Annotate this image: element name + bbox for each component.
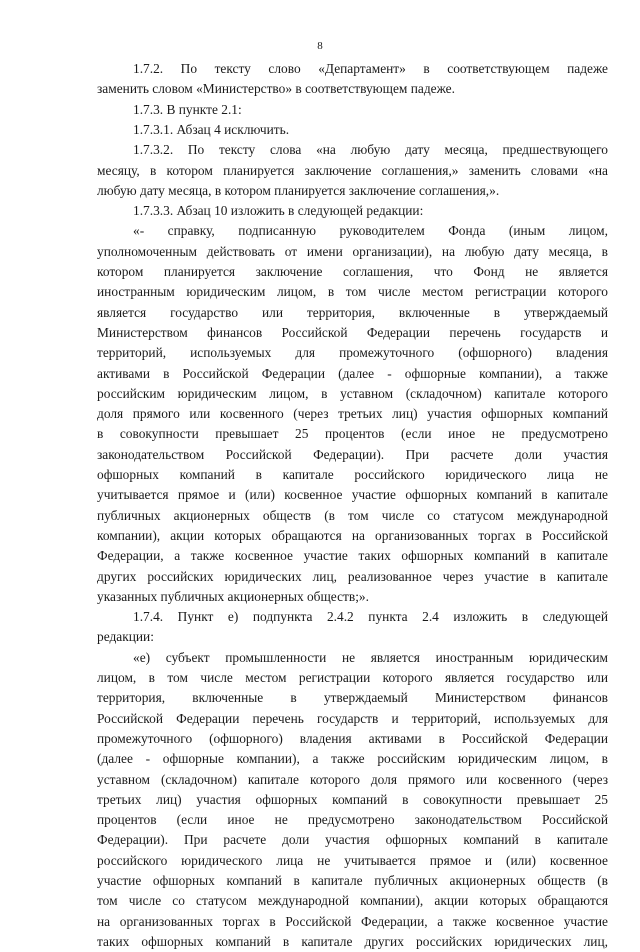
text-line: 1.7.3.3. Абзац 10 изложить в следующей редакции: xyxy=(133,203,424,219)
text-line: уполномоченным действовать от имени организации), на любую дату месяца, в xyxy=(97,243,608,259)
text-line: является государство или территория, включенные в утверждаемый xyxy=(97,304,608,320)
text-line: учитывается прямое и (или) косвенное участие офшорных компаний в капитале xyxy=(97,487,608,503)
text-line: таких офшорных компаний в капитале других российских юридических лиц, xyxy=(97,933,608,949)
text-line: территорий, используемых для промежуточного (офшорного) владения xyxy=(97,345,608,361)
text-line: третьих лиц) участия офшорных компаний в совокупности превышает 25 xyxy=(97,791,608,807)
text-line: котором планируется заключение соглашения, что Фонд не является xyxy=(97,264,608,279)
text-line: 1.7.3.1. Абзац 4 исключить. xyxy=(133,121,290,137)
text-line: указанных публичных акционерных обществ;». xyxy=(97,588,369,604)
text-line: российским юридическим лицом, в уставном (складочном) капитале которого xyxy=(97,385,608,401)
text-line: Федерации). При расчете доли участия офшорных компаний в капитале xyxy=(97,832,608,848)
text-line: в совокупности превышает 25 процентов (если иное не предусмотрено xyxy=(97,426,608,442)
text-line: компании), акции которых обращаются на организованных торгах в Российской xyxy=(97,527,608,543)
text-line: редакции: xyxy=(97,629,154,645)
text-line: 1.7.4. Пункт е) подпункта 2.4.2 пункта 2.4 изложить в следующей xyxy=(133,609,608,625)
text-line: уставном (складочном) капитале которого доля прямого или косвенного (через xyxy=(97,771,608,787)
text-line: 1.7.3. В пункте 2.1: xyxy=(133,101,242,117)
text-line: участие офшорных компаний в капитале публичных акционерных обществ (в xyxy=(97,873,608,888)
text-line: заменить словом «Министерство» в соответствующем падеже. xyxy=(97,81,455,97)
text-line: том числе со статусом международной компании), акции которых обращаются xyxy=(97,893,608,909)
text-line: Федерации, а также косвенное участие таких офшорных компаний в капитале xyxy=(97,548,608,564)
text-line: месяцу, в котором планируется заключение соглашения,» заменить словами «на xyxy=(97,162,608,178)
text-line: Российской Федерации перечень государств и территорий, используемых для xyxy=(97,710,608,726)
text-line: иностранным юридическим лицом, в том числе местом регистрации которого xyxy=(97,284,608,300)
page-number: 8 xyxy=(317,40,323,52)
text-line: «- справку, подписанную руководителем Фонда (иным лицом, xyxy=(133,223,608,239)
text-line: офшорных компаний в капитале российского юридического лица не xyxy=(97,467,608,482)
text-line: доля прямого или косвенного (через третьих лиц) участия офшорных компаний xyxy=(97,406,608,422)
text-line: активами в Российской Федерации (далее - офшорные компании), а также xyxy=(97,365,608,381)
text-line: любую дату месяца, в котором планируется заключение соглашения,». xyxy=(97,182,500,198)
text-line: 1.7.3.2. По тексту слова «на любую дату месяца, предшествующего xyxy=(133,142,608,158)
text-line: Министерством финансов Российской Федерации перечень государств и xyxy=(97,324,608,340)
text-line: 1.7.2. По тексту слово «Департамент» в соответствующем падеже xyxy=(133,61,608,76)
text-line: процентов (если иное не предусмотрено законодательством Российской xyxy=(97,812,608,828)
text-line: «е) субъект промышленности не является иностранным юридическим xyxy=(133,649,608,665)
text-line: других российских юридических лиц, реализованное через участие в капитале xyxy=(97,568,608,584)
text-line: российского юридического лица не учитывается прямое и (или) косвенное xyxy=(97,852,608,868)
text-line: лицом, в том числе местом регистрации которого является государство или xyxy=(97,670,608,685)
text-line: на организованных торгах в Российской Федерации, а также косвенное участие xyxy=(97,913,608,929)
text-line: промежуточного (офшорного) владения активами в Российской Федерации xyxy=(97,730,608,746)
text-line: территория, включенные в утверждаемый Министерством финансов xyxy=(97,690,608,706)
text-line: законодательством Российской Федерации). При расчете доли участия xyxy=(97,446,608,462)
text-line: (далее - офшорные компании), а также российским юридическим лицом, в xyxy=(97,751,608,767)
text-line: публичных акционерных обществ (в том числе со статусом международной xyxy=(97,507,608,523)
